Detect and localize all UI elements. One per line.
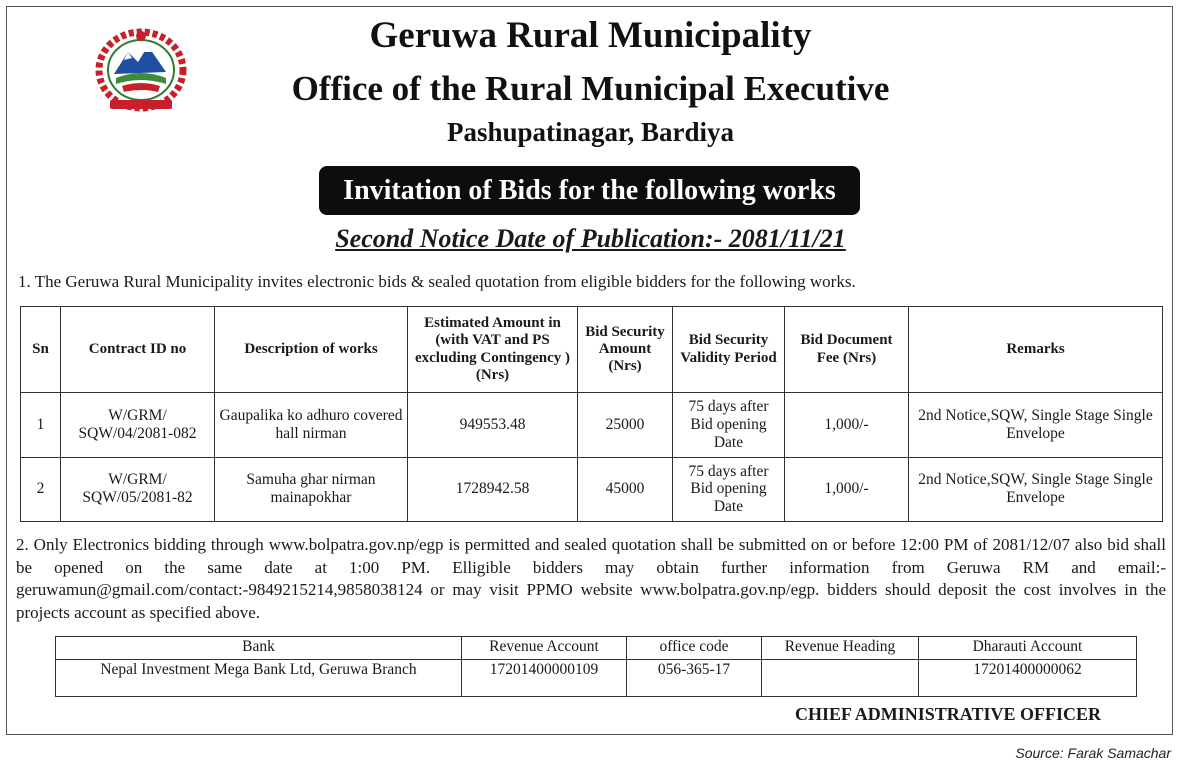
col-revenue-heading: Revenue Heading — [762, 637, 919, 660]
col-remarks: Remarks — [909, 307, 1163, 393]
paragraph-1: 1. The Geruwa Rural Municipality invites electronic bids & sealed quotation from eligible bidders for the following works. — [18, 272, 856, 291]
cell-estimated-amount: 1728942.58 — [408, 457, 578, 522]
cell-office-code: 056-365-17 — [627, 660, 762, 697]
cell-validity: 75 days after Bid opening Date — [673, 457, 785, 522]
table-row — [56, 660, 1137, 697]
cell-remarks: 2nd Notice,SQW, Single Stage Single Envelope — [909, 457, 1163, 522]
signatory: CHIEF ADMINISTRATIVE OFFICER — [794, 704, 1101, 724]
office-title: Office of the Rural Municipal Executive — [291, 69, 890, 108]
municipality-title: Geruwa Rural Municipality — [369, 15, 812, 56]
source-credit: Source: Farak Samachar — [1015, 745, 1171, 761]
cell-revenue-account: 17201400000109 — [462, 660, 627, 697]
paragraph-2: 2. Only Electronics bidding through www.bolpatra.gov.np/egp is permitted and sealed quotation shall be submitted on or before 12:00 PM of 2081/12/07 also bid shall be opened on the same date at 1:00 PM. Elligible bidders may obtain further information from Geruwa RM and email:- geruwamun@gmail.com/contact:-9849215214,9858038124 or may visit PPMO website www.bolpatra.gov.np/egp. bidders should deposit the cost involves in the projects account as specified above. — [16, 535, 1166, 622]
bank-table — [55, 636, 1137, 697]
cell-bank: Nepal Investment Mega Bank Ltd, Geruwa Branch — [56, 660, 462, 697]
cell-bid-security: 25000 — [578, 393, 673, 458]
works-table-header — [21, 307, 1163, 393]
cell-contract-id: W/GRM/ SQW/05/2081-82 — [61, 457, 215, 522]
cell-document-fee: 1,000/- — [785, 457, 909, 522]
col-dharauti-account: Dharauti Account — [919, 637, 1137, 660]
table-row — [21, 457, 1163, 522]
col-description: Description of works — [215, 307, 408, 393]
col-document-fee: Bid Document Fee (Nrs) — [785, 307, 909, 393]
col-estimated-amount: Estimated Amount in (with VAT and PS excluding Contingency ) (Nrs) — [408, 307, 578, 393]
invitation-banner: Invitation of Bids for the following works — [319, 166, 860, 215]
cell-bid-security: 45000 — [578, 457, 673, 522]
notice-date: Second Notice Date of Publication:- 2081/11/21 — [335, 224, 846, 253]
works-table — [20, 306, 1163, 522]
col-bank: Bank — [56, 637, 462, 660]
col-bid-security: Bid Security Amount (Nrs) — [578, 307, 673, 393]
cell-sn: 2 — [21, 457, 61, 522]
cell-dharauti-account: 17201400000062 — [919, 660, 1137, 697]
bank-table-header — [56, 637, 1137, 660]
col-contract-id: Contract ID no — [61, 307, 215, 393]
cell-document-fee: 1,000/- — [785, 393, 909, 458]
cell-validity: 75 days after Bid opening Date — [673, 393, 785, 458]
cell-revenue-heading — [762, 660, 919, 697]
cell-estimated-amount: 949553.48 — [408, 393, 578, 458]
cell-sn: 1 — [21, 393, 61, 458]
table-row — [21, 393, 1163, 458]
col-sn: Sn — [21, 307, 61, 393]
col-revenue-account: Revenue Account — [462, 637, 627, 660]
cell-description: Samuha ghar nirman mainapokhar — [215, 457, 408, 522]
location-title: Pashupatinagar, Bardiya — [446, 117, 735, 147]
cell-remarks: 2nd Notice,SQW, Single Stage Single Envelope — [909, 393, 1163, 458]
col-office-code: office code — [627, 637, 762, 660]
cell-contract-id: W/GRM/ SQW/04/2081-082 — [61, 393, 215, 458]
col-validity: Bid Security Validity Period — [673, 307, 785, 393]
cell-description: Gaupalika ko adhuro covered hall nirman — [215, 393, 408, 458]
